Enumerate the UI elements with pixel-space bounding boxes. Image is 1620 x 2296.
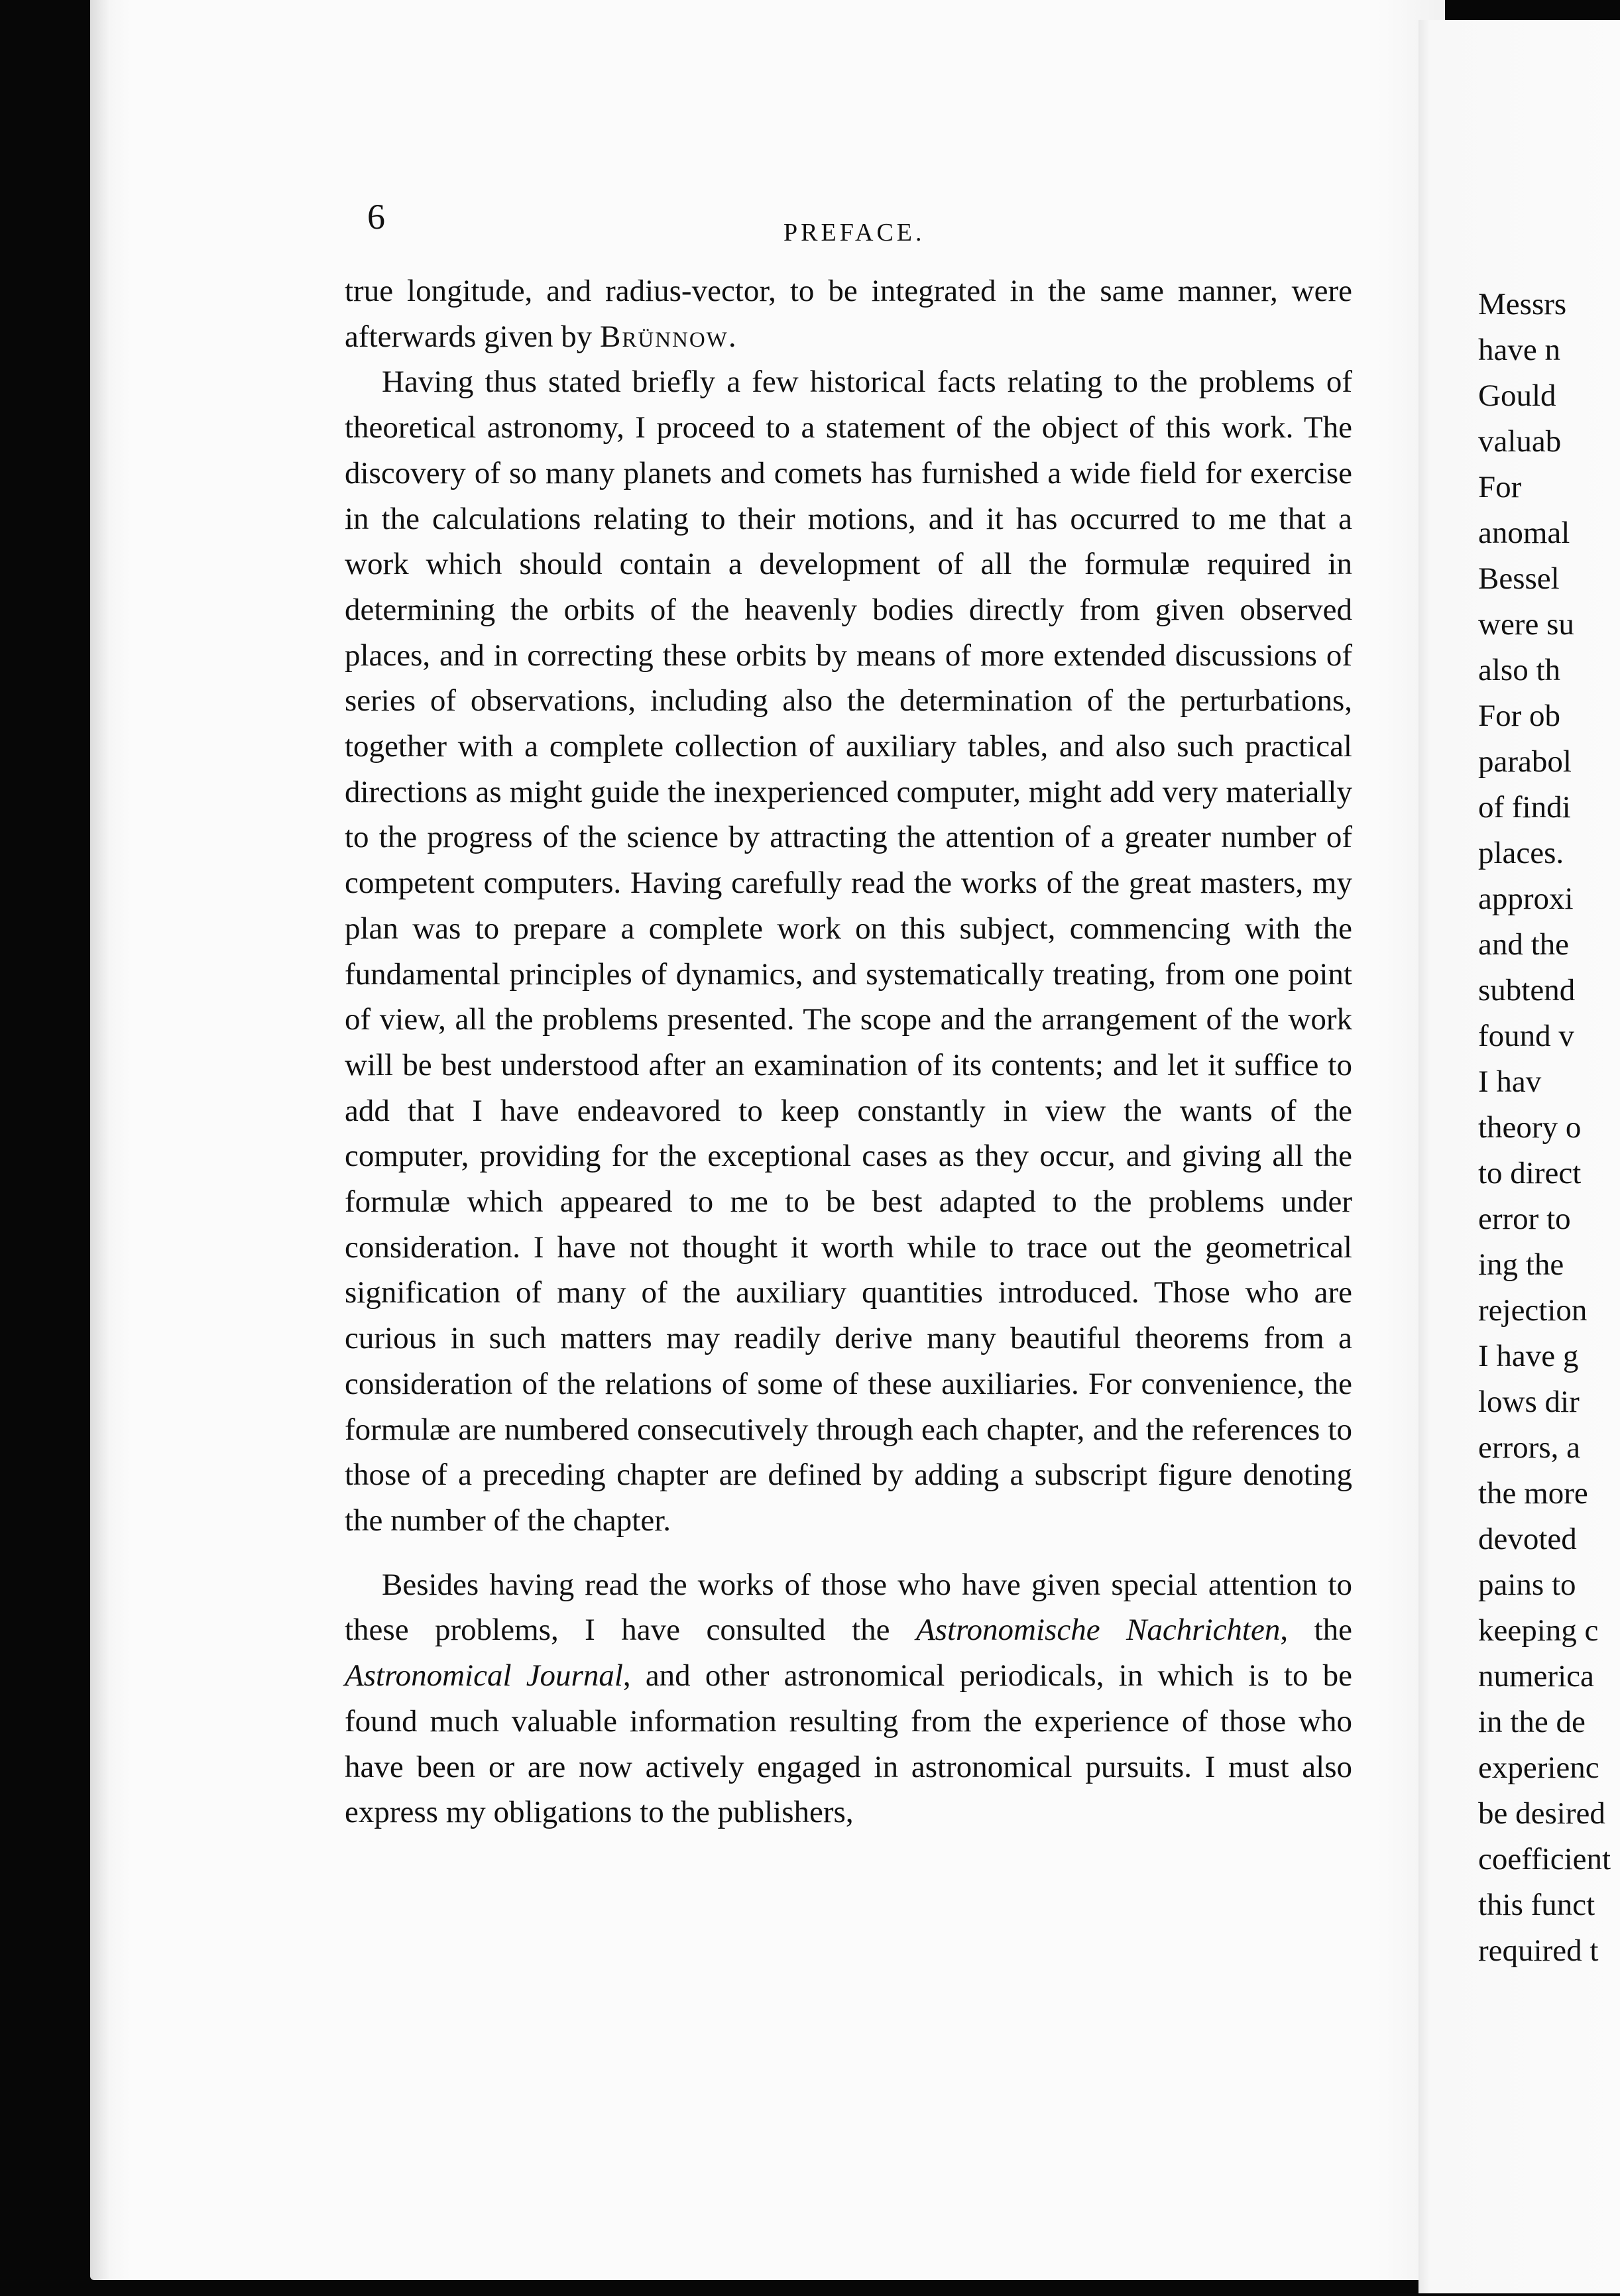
right-page-line: of findi xyxy=(1478,790,1571,825)
right-page-line: were su xyxy=(1478,607,1574,642)
right-page-line: pains to xyxy=(1478,1568,1576,1602)
right-page-line: numerica xyxy=(1478,1659,1594,1693)
right-page-line: Bessel xyxy=(1478,561,1560,596)
text-run: . xyxy=(728,319,736,354)
right-page-line: Messrs xyxy=(1478,287,1567,321)
body-text xyxy=(345,268,1352,1835)
running-head: PREFACE. xyxy=(783,219,925,247)
right-page-line: the more xyxy=(1478,1476,1588,1511)
right-page-line: I hav xyxy=(1478,1064,1542,1099)
text-run: , and other astronomical periodicals, in which is to be found much valuable information resulting from the experience of those who have been or are now actively engaged in astronomical pursuits. I must also express my obligations to the publishers, xyxy=(345,1658,1352,1830)
right-page-line: I have g xyxy=(1478,1339,1579,1373)
italic-title: Astronomical Journal xyxy=(345,1658,623,1693)
text-run: Besides having read the works of those who have given special attention to these problems, I have consulted the xyxy=(345,1567,1352,1648)
right-page-line: be desired xyxy=(1478,1796,1605,1831)
right-page-line: to direct xyxy=(1478,1156,1582,1190)
right-page-line: approxi xyxy=(1478,882,1574,916)
right-page-line: required t xyxy=(1478,1933,1599,1968)
right-page-line: in the de xyxy=(1478,1705,1586,1739)
right-page-line: Gould xyxy=(1478,378,1556,413)
right-page-line: coefficient xyxy=(1478,1842,1611,1876)
right-page-line: also th xyxy=(1478,653,1561,687)
right-page-line: For ob xyxy=(1478,699,1561,733)
right-page-line: rejection xyxy=(1478,1293,1588,1328)
right-page-line: devoted xyxy=(1478,1522,1577,1556)
text-run: Having thus stated briefly a few historical facts relating to the problems of theoretical astronomy, I proceed to a statement of the object of this work. The discovery of so many planets and comets has furnished a wide field for exercise in the calculations relating to their motions, and it has occurred to me that a work which should contain a development of all the formulæ required in determining the orbits of the heavenly bodies directly from given observed places, and in correcting these orbits by means of more extended discussions of series of observations, including also the determination of the perturbations, together with a complete collection of auxiliary tables, and also such practical directions as might guide the inexperienced computer, might add very materially to the progress of the science by attracting the attention of a greater number of competent computers. Having carefully read the works of the great masters, my plan was to prepare a complete work on this subject, commencing with the fundamental principles of dynamics, and systematically treating, from one point of view, all the problems presented. The scope and the arrangement of the work will be best understood after an examination of its contents; and let it suffice to add that I have endeavored to keep constantly in view the wants of the computer, providing for the exceptional cases as they occur, and giving all the formulæ which appeared to me to be best adapted to the problems under consideration. I have not thought it worth while to trace out the geometrical signification of many of the auxiliary quantities introduced. Those who are curious in such matters may readily derive many beautiful theorems from a consideration of the relations of some of these auxiliaries. For convenience, the formulæ are numbered consecutively through each chapter, and the references to those of a preceding chapter are defined by adding a subscript figure denoting the number of the chapter. xyxy=(345,365,1352,1538)
right-page-line: keeping c xyxy=(1478,1613,1599,1648)
paragraph xyxy=(345,359,1352,1543)
right-page-line: found v xyxy=(1478,1019,1574,1053)
paragraph xyxy=(345,1562,1352,1835)
right-page-line: For xyxy=(1478,470,1522,504)
right-page-text xyxy=(1478,282,1620,1974)
right-page-line: valuab xyxy=(1478,424,1562,459)
right-page-line: experienc xyxy=(1478,1751,1599,1785)
right-page-line: this funct xyxy=(1478,1888,1595,1922)
paragraph xyxy=(345,268,1352,359)
text-run: , the xyxy=(1280,1613,1352,1648)
text-run: true longitude, and radius-vector, to be integrated in the same manner, were afterwards given by xyxy=(345,274,1352,354)
author-name: Brünnow xyxy=(600,319,728,354)
right-page-line: places. xyxy=(1478,836,1564,870)
right-page-line: ing the xyxy=(1478,1247,1564,1282)
page-number: 6 xyxy=(367,197,385,237)
right-page-line: and the xyxy=(1478,927,1570,962)
right-page-line: error to xyxy=(1478,1202,1571,1236)
italic-title: Astronomische Nachrichten xyxy=(915,1613,1281,1648)
right-page-line: subtend xyxy=(1478,973,1576,1007)
right-page-line: parabol xyxy=(1478,744,1572,779)
right-page-line: lows dir xyxy=(1478,1385,1580,1419)
right-page-line: errors, a xyxy=(1478,1430,1580,1465)
right-page-line: have n xyxy=(1478,333,1560,367)
right-page-line: anomal xyxy=(1478,516,1570,550)
right-page-line: theory o xyxy=(1478,1110,1582,1145)
